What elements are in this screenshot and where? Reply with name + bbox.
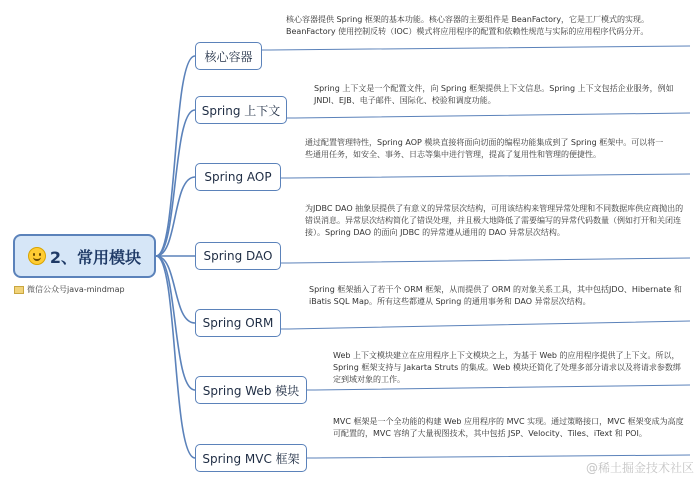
note-icon [14, 286, 24, 294]
description-underline [281, 321, 690, 329]
root-topic[interactable] [13, 234, 156, 278]
desc-spring-web: Web 上下文模块建立在应用程序上下文模块之上，为基于 Web 的应用程序提供了上下文。所以，Spring 框架支持与 Jakarta Struts 的集成。Web 模块还简化了处理多部分请求以及将请求参数绑定到域对象的工作。 [333, 351, 681, 384]
root-branch-connector [156, 256, 195, 458]
root-branch-connector [156, 110, 195, 256]
root-label: 2、常用模块 [49, 247, 142, 267]
desc-spring-orm: Spring 框架插入了若干个 ORM 框架，从而提供了 ORM 的对象关系工具，其中包括JDO、Hibernate 和 iBatis SQL Map。所有这些都遵从 Spring 的通用事务和 DAO 异常层次结构。 [309, 285, 682, 306]
desc-spring-aop: 通过配置管理特性，Spring AOP 模块直接将面向切面的编程功能集成到了 Spring 框架中。可以将一些通用任务，如安全、事务、日志等集中进行管理，提高了复用性和管理的便捷性。 [305, 138, 664, 159]
desc-spring-context: Spring 上下文是一个配置文件，向 Spring 框架提供上下文信息。Spring 上下文包括企业服务，例如 JNDI、EJB、电子邮件、国际化、校验和调度功能。 [314, 84, 674, 105]
desc-spring-mvc: MVC 框架是一个全功能的构建 Web 应用程序的 MVC 实现。通过策略接口，MVC 框架变成为高度可配置的，MVC 容纳了大量视图技术，其中包括 JSP、Velocity、Tiles、iText 和 POI。 [333, 417, 684, 438]
description-underline [307, 455, 690, 458]
root-note [14, 284, 125, 295]
watermark: @稀土掘金技术社区 [585, 461, 694, 475]
root-branch-connector [156, 256, 195, 323]
root-branch-connector [156, 177, 195, 256]
root-branch-connector [156, 56, 195, 256]
branch-spring-context[interactable]: Spring 上下文 [195, 96, 287, 124]
description-underline [281, 174, 690, 178]
desc-spring-dao: 为JDBC DAO 抽象层提供了有意义的异常层次结构，可用该结构来管理异常处理和不同数据库供应商抛出的错误消息。异常层次结构简化了错误处理，并且极大地降低了需要编写的异常代码数量（例如打开和关闭连接）。Spring DAO 的面向 JDBC 的异常遵从通用的 DAO 异常层次结构。 [305, 204, 684, 237]
description-underline [262, 46, 690, 50]
root-note-text: 微信公众号java-mindmap [27, 285, 125, 294]
description-underline [281, 258, 690, 263]
description-underline [287, 113, 690, 118]
smile-icon [28, 247, 46, 265]
branch-spring-web[interactable]: Spring Web 模块 [195, 376, 307, 404]
branch-spring-mvc[interactable]: Spring MVC 框架 [195, 444, 307, 472]
desc-core-container: 核心容器提供 Spring 框架的基本功能。核心容器的主要组件是 BeanFactory，它是工厂模式的实现。BeanFactory 使用控制反转（IOC）模式将应用程序的配置和依赖性规范与实际的应用程序代码分开。 [286, 15, 650, 36]
branch-spring-dao[interactable]: Spring DAO [195, 242, 281, 270]
branch-spring-aop[interactable]: Spring AOP [195, 163, 281, 191]
branch-spring-orm[interactable]: Spring ORM [195, 309, 281, 337]
branch-core-container[interactable]: 核心容器 [195, 42, 262, 70]
